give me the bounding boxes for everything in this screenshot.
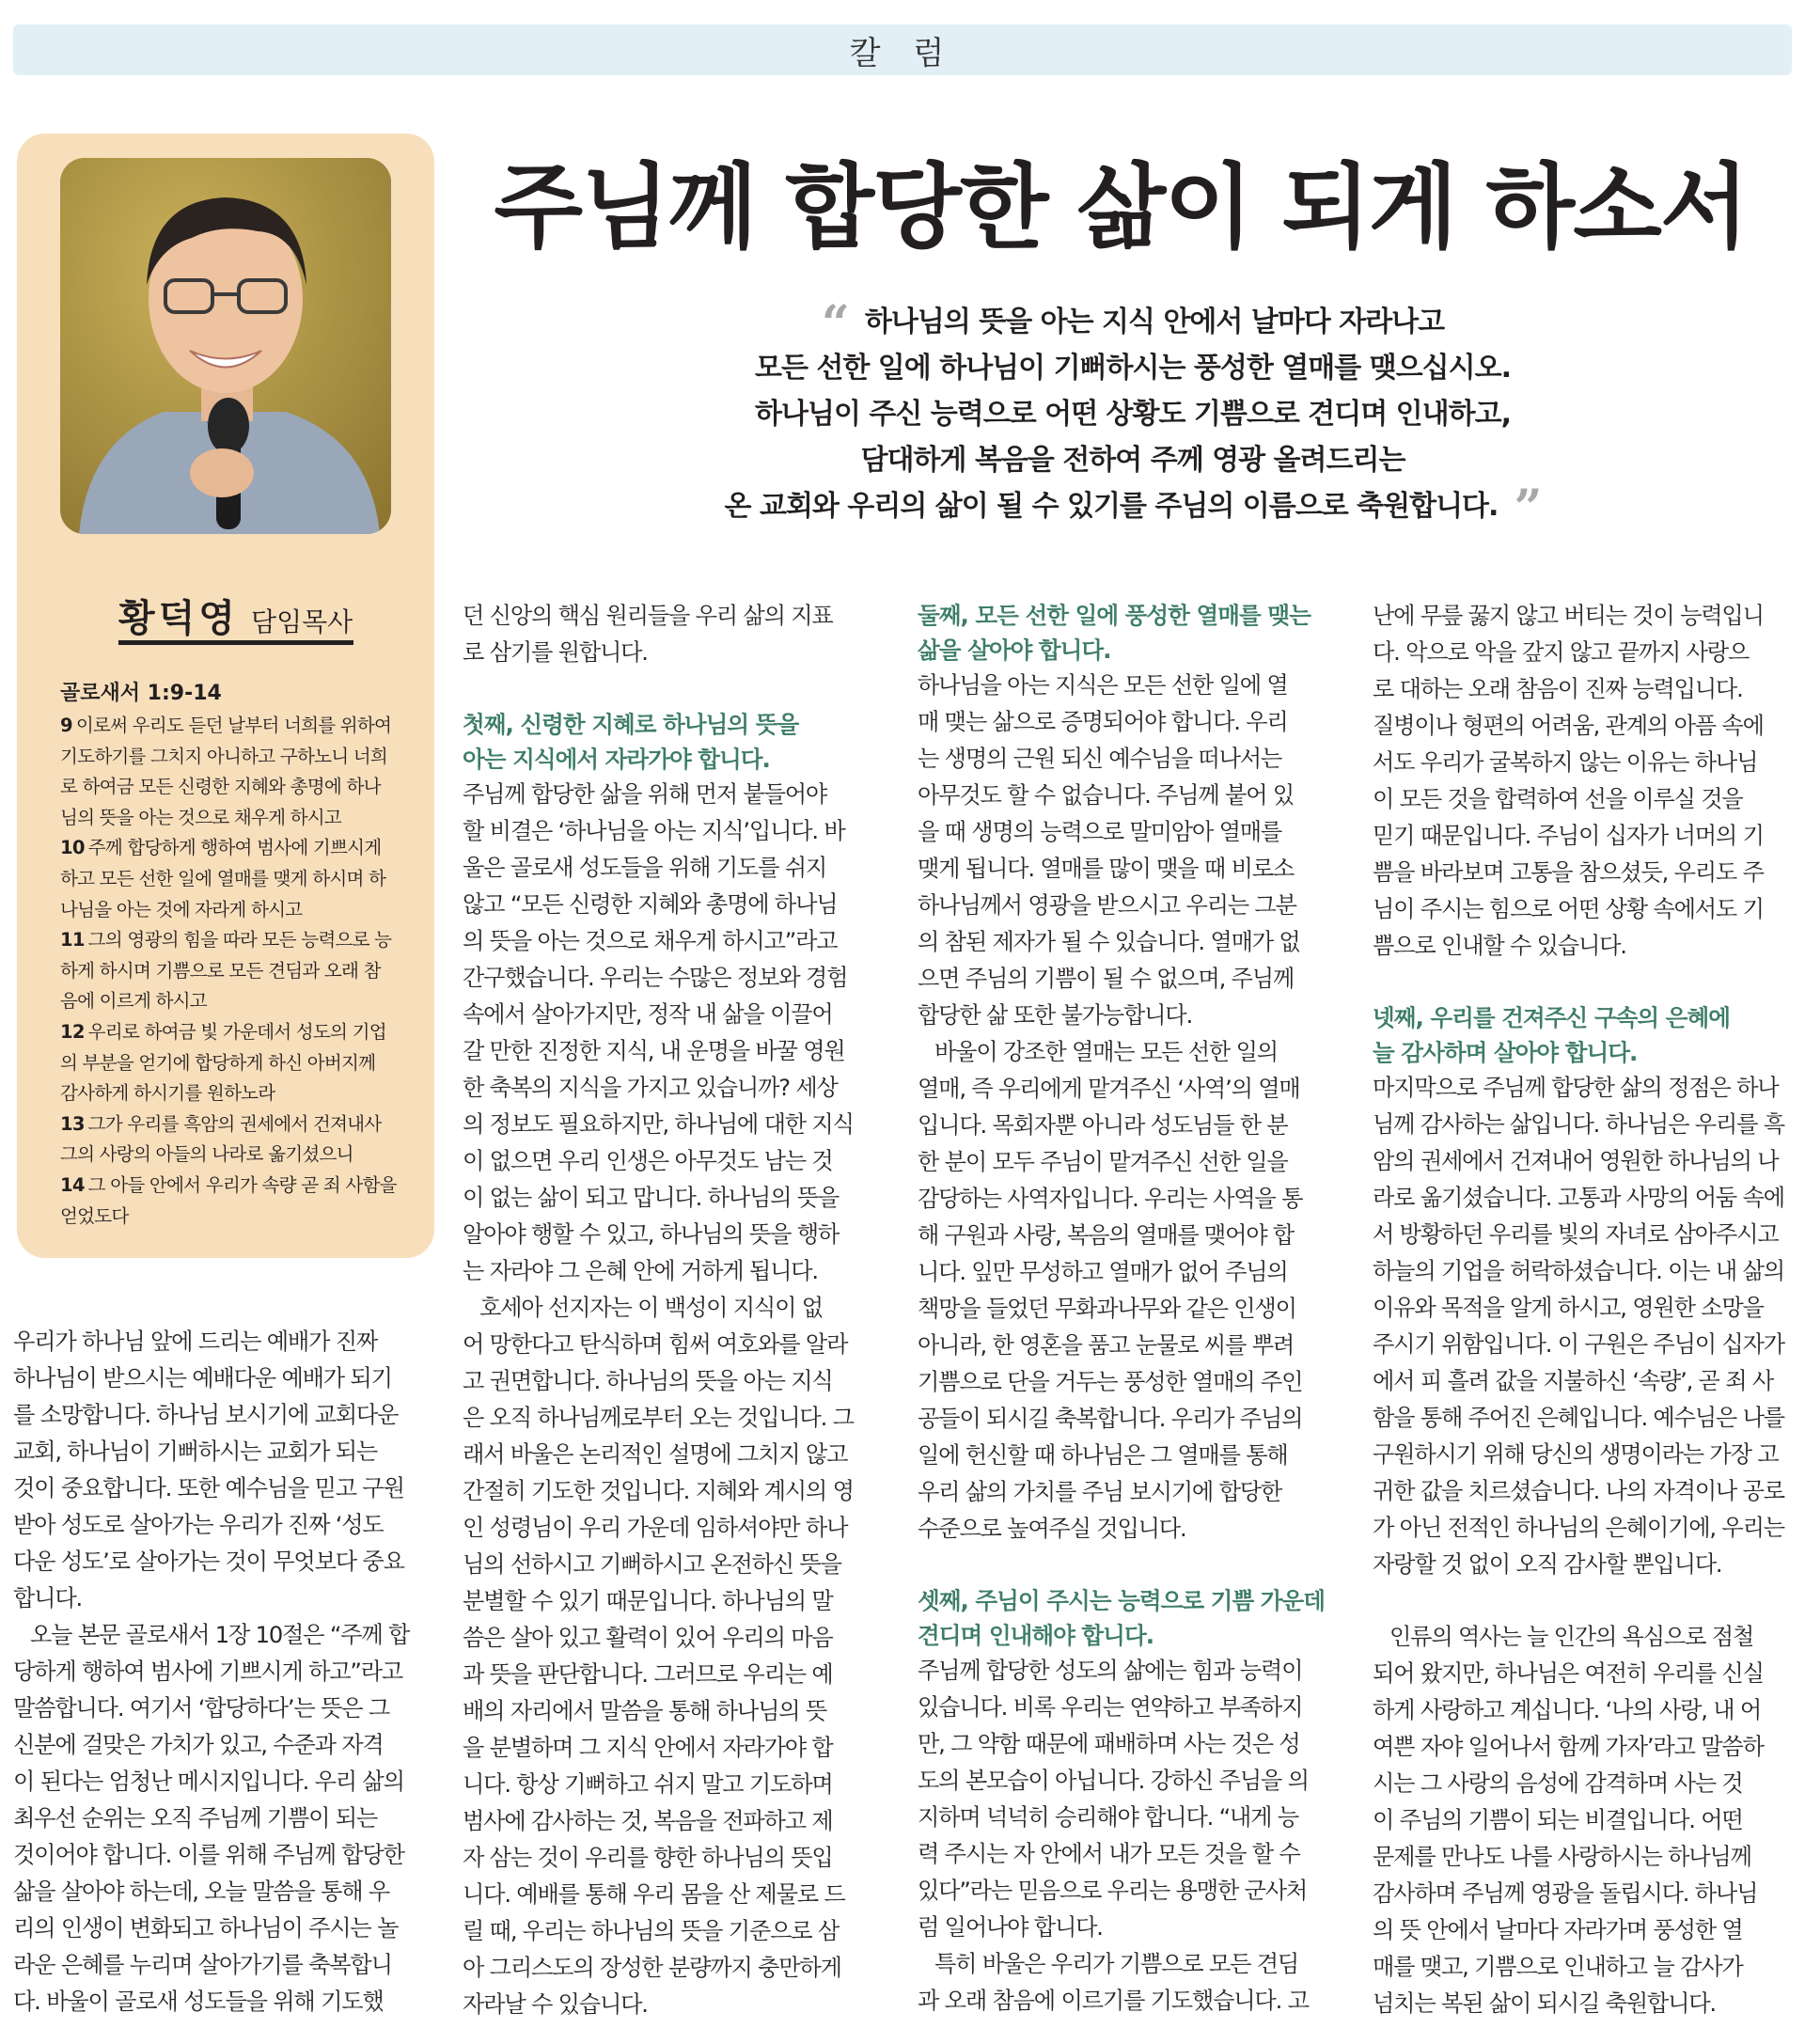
text-line: 서도 우리가 굴복하지 않는 이유는 하나님 [1373,749,1758,776]
text-line: 신분에 걸맞은 가치가 있고, 수준과 자격 [13,1732,384,1758]
text-line: 한 분이 모두 주님이 맡겨주신 선한 일을 [918,1149,1288,1175]
text-line: 최우선 순위는 오직 주님께 기쁨이 되는 [13,1805,378,1832]
text-line: 삶을 살아야 하는데, 오늘 말씀을 통해 우 [13,1879,390,1905]
author-title: 담임목사 [251,606,353,637]
text-line: 감당하는 사역자입니다. 우리는 사역을 통 [918,1186,1303,1212]
paragraph [1373,1619,1792,2022]
paragraph [463,777,884,1290]
subheading-line: 아는 지식에서 자라가야 합니다. [463,746,770,773]
text-line: 다운 성도’로 살아가는 것이 무엇보다 중요 [13,1549,404,1575]
spacer [918,1548,1335,1583]
text-line: 으면 주님의 기쁨이 될 수 없으며, 주님께 [918,966,1295,992]
text-line: 매 맺는 삶으로 증명되어야 합니다. 우리 [918,709,1288,735]
pull-quote [489,295,1777,537]
verse-number: 14 [60,1173,85,1196]
text-line: 이 된다는 엄청난 메시지입니다. 우리 삶의 [13,1769,404,1795]
text-line: 의 참된 제자가 될 수 있습니다. 열매가 없 [918,929,1300,955]
text-line: 님의 선하시고 기뻐하시고 온전하신 뜻을 [463,1551,841,1578]
text-line: 우리 삶의 가치를 주님 보시기에 합당한 [918,1479,1282,1505]
text-line: 이 없으면 우리 인생은 아무것도 남는 것 [463,1148,833,1174]
verse-number: 9 [60,715,72,736]
subheading [918,598,1335,668]
verse-line [60,1017,410,1048]
text-line: 일에 헌신할 때 하나님은 그 열매를 통해 [918,1442,1288,1469]
paragraph [918,1946,1335,2020]
verse-line [60,986,410,1017]
text-line: 고 권면합니다. 하나님의 뜻을 아는 지식 [463,1368,833,1394]
quote-line [489,391,1777,437]
paragraph [13,1324,427,1617]
text-line: 하나님이 받으시는 예배다운 예배가 되기 [13,1365,392,1391]
text-line: 릴 때, 우리는 하나님의 뜻을 기준으로 삼 [463,1918,840,1944]
quote-line [489,480,1777,537]
text-line: 어 망한다고 탄식하며 힘써 여호와를 알라 [463,1331,848,1358]
author-profile-box [17,134,434,1258]
text-line: 과 뜻을 판단합니다. 그러므로 우리는 예 [463,1661,833,1688]
text-line: 다. 악으로 악을 갚지 않고 끝까지 사랑으 [1373,639,1750,666]
text-line: 씀은 살아 있고 활력이 있어 우리의 마음 [463,1625,833,1651]
verse-text: 나님을 아는 것에 자라게 하시고 [60,898,303,920]
text-line: 라로 옮기셨습니다. 고통과 사망의 어둠 속에 [1373,1185,1784,1211]
subheading-line: 견디며 인내해야 합니다. [918,1622,1154,1649]
text-line: 님이 주시는 힘으로 어떤 상황 속에서도 기 [1373,896,1764,922]
text-line: 암의 권세에서 건져내어 영원한 하나님의 나 [1373,1148,1779,1174]
text-line: 오늘 본문 골로새서 1장 10절은 “주께 합 [30,1622,410,1648]
text-line: 님께 감사하는 삶입니다. 하나님은 우리를 흑 [1373,1111,1784,1138]
text-line: 귀한 값을 치르셨습니다. 나의 자격이나 공로 [1373,1478,1784,1504]
text-line: 하늘의 기업을 허락하셨습니다. 이는 내 삶의 [1373,1258,1784,1284]
text-line: 이 주님의 기쁨이 되는 비결입니다. 어떤 [1373,1807,1743,1833]
verse-number: 10 [60,837,85,859]
text-line: 수준으로 높여주실 것입니다. [918,1516,1186,1542]
quote-text: 모든 선한 일에 하나님이 기뻐하시는 풍성한 열매를 맺으십시오. [755,352,1511,385]
text-line: 하게 사랑하고 계십니다. ‘나의 사랑, 내 어 [1373,1697,1762,1723]
quote-line [489,295,1777,353]
text-line: 알아야 행할 수 있고, 하나님의 뜻을 행하 [463,1221,840,1248]
spacer [1373,965,1792,1000]
text-line: 범사에 감사하는 것, 복음을 전파하고 제 [463,1808,833,1834]
spacer [463,671,884,707]
text-line: 입니다. 목회자뿐 아니라 성도님들 한 분 [918,1112,1288,1139]
text-line: 믿기 때문입니다. 주님이 십자가 너머의 기 [1373,823,1764,849]
text-line: 이유와 목적을 알게 하시고, 영원한 소망을 [1373,1295,1764,1321]
text-line: 의 뜻을 아는 것으로 채우게 하시고”라고 [463,928,838,954]
subheading [463,707,884,777]
scripture-reference: 골로새서 1:9-14 [60,682,222,705]
text-line: 도의 본모습이 아닙니다. 강하신 주님을 의 [918,1768,1309,1794]
text-line: 인류의 역사는 늘 인간의 욕심으로 점철 [1389,1624,1754,1650]
text-line: 는 자라야 그 은혜 안에 거하게 됩니다. [463,1258,818,1284]
paragraph [1373,1070,1792,1583]
text-line: 마지막으로 주님께 합당한 삶의 정점은 하나 [1373,1075,1779,1101]
text-line: 럼 일어나야 합니다. [918,1914,1103,1941]
quote-line [489,437,1777,483]
verse-line [60,803,410,834]
verse-text: 하게 하시며 기쁨으로 모든 견딤과 오래 참 [60,959,381,982]
text-line: 니다. 잎만 무성하고 열매가 없어 주님의 [918,1259,1288,1285]
text-line: 있다”라는 믿음으로 우리는 용맹한 군사처 [918,1878,1308,1904]
text-line: 문제를 만나도 나를 사랑하시는 하나님께 [1373,1844,1751,1870]
text-line: 로 대하는 오래 참음이 진짜 능력입니다. [1373,676,1743,702]
text-line: 구원하시기 위해 당신의 생명이라는 가장 고 [1373,1441,1779,1468]
text-line: 되어 왔지만, 하나님은 여전히 우리를 신실 [1373,1660,1764,1687]
text-line: 것이어야 합니다. 이를 위해 주님께 합당한 [13,1842,404,1868]
quote-text: 담대하게 복음을 전하여 주께 영광 올려드리는 [860,444,1405,477]
quote-text: 하나님이 주신 능력으로 어떤 상황도 기쁨으로 견디며 인내하고, [755,398,1511,431]
section-label: 칼 럼 [13,24,1792,75]
text-line: 만, 그 약함 때문에 패배하며 사는 것은 성 [918,1731,1300,1757]
subheading [1373,1000,1792,1070]
text-line: 주님께 합당한 삶을 위해 먼저 붙들어야 [463,781,827,808]
quote-text: 하나님의 뜻을 아는 지식 안에서 날마다 자라나고 [864,306,1445,338]
verse-text: 로 하여금 모든 신령한 지혜와 총명에 하나 [60,776,381,798]
subheading-line: 둘째, 모든 선한 일에 풍성한 열매를 맺는 [918,602,1311,629]
text-line: 질병이나 형편의 어려움, 관계의 아픔 속에 [1373,713,1764,739]
text-line: 책망을 들었던 무화과나무와 같은 인생이 [918,1296,1296,1322]
verse-line [60,925,410,956]
text-line: 해 구원과 사랑, 복음의 열매를 맺어야 합 [918,1222,1295,1249]
text-line: 다. 바울이 골로새 성도들을 위해 기도했 [13,1989,384,2015]
text-line: 던 신앙의 핵심 원리들을 우리 삶의 지표 [463,603,833,629]
text-line: 이 모든 것을 합력하여 선을 이루실 것을 [1373,786,1743,812]
text-line: 시는 그 사랑의 음성에 감격하며 사는 것 [1373,1770,1743,1797]
verse-text: 우리로 하여금 빛 가운데서 성도의 기업 [87,1020,386,1043]
text-line: 자라날 수 있습니다. [463,1991,648,2018]
text-line: 이 없는 삶이 되고 맙니다. 하나님의 뜻을 [463,1185,840,1211]
author-photo [60,158,391,534]
quote-line [489,345,1777,391]
verse-text: 주께 합당하게 행하여 범사에 기쁘시게 [87,837,382,859]
paragraph [918,668,1335,1034]
subheading-line: 첫째, 신령한 지혜로 하나님의 뜻을 [463,711,799,738]
text-line: 주시기 위함입니다. 이 구원은 주님이 십자가 [1373,1331,1784,1358]
text-line: 은 오직 하나님께로부터 오는 것입니다. 그 [463,1405,854,1431]
text-line: 아니라, 한 영혼을 품고 눈물로 씨를 뿌려 [918,1332,1295,1359]
text-line: 는 생명의 근원 되신 예수님을 떠나서는 [918,746,1282,772]
text-line: 열매, 즉 우리에게 맡겨주신 ‘사역’의 열매 [918,1076,1300,1102]
text-line: 리의 인생이 변화되고 하나님이 주시는 놀 [13,1915,399,1942]
text-line: 과 오래 참음에 이르기를 기도했습니다. 고 [918,1988,1309,2014]
text-line: 인 성령님이 우리 가운데 임하셔야만 하나 [463,1515,848,1541]
paragraph [13,1617,427,2020]
verse-text: 의 부분을 얻기에 합당하게 하신 아버지께 [60,1051,376,1074]
text-line: 바울이 강조한 열매는 모든 선한 일의 [934,1039,1278,1065]
verse-line [60,956,410,987]
quote-text: 온 교회와 우리의 삶이 될 수 있기를 주님의 이름으로 축원합니다. [724,490,1499,523]
verse-line [60,1140,410,1171]
text-line: 를 소망합니다. 하나님 보시기에 교회다운 [13,1402,399,1428]
text-line: 넘치는 복된 삶이 되시길 축원합니다. [1373,1990,1716,2017]
text-line: 아무것도 할 수 없습니다. 주님께 붙어 있 [918,782,1295,809]
body-column-4 [1373,598,1792,2022]
verse-text: 얻었도다 [60,1204,129,1227]
close-quote-icon: ” [1498,480,1542,537]
verse-line [60,1171,410,1202]
text-line: 에서 피 흘려 값을 지불하신 ‘속량’, 곧 죄 사 [1373,1368,1774,1394]
verse-text: 그가 우리를 흑암의 권세에서 건져내사 [87,1112,382,1135]
text-line: 자 삼는 것이 우리를 향한 하나님의 뜻입 [463,1845,833,1871]
text-line: 간구했습니다. 우리는 수많은 정보와 경험 [463,965,848,991]
verse-number: 13 [60,1112,85,1135]
text-line: 있습니다. 비록 우리는 연약하고 부족하지 [918,1694,1303,1721]
text-line: 의 정보도 필요하지만, 하나님에 대한 지식 [463,1111,854,1138]
text-line: 한 축복의 지식을 가지고 있습니까? 세상 [463,1075,838,1101]
verse-text: 이로써 우리도 듣던 날부터 너희를 위하여 [75,715,392,736]
text-line: 난에 무릎 꿇지 않고 버티는 것이 능력입니 [1373,603,1764,629]
text-line: 니다. 항상 기뻐하고 쉬지 말고 기도하며 [463,1771,833,1798]
headline: 주님께 합당한 삶이 되게 하소서 [494,154,1748,261]
text-line: 라운 은혜를 누리며 살아가기를 축복합니 [13,1952,392,1978]
text-line: 합당한 삶 또한 불가능합니다. [918,1002,1192,1029]
paragraph [463,598,884,671]
subheading [918,1583,1335,1653]
verse-number: 11 [60,929,85,951]
text-line: 특히 바울은 우리가 기쁨으로 모든 견딤 [934,1951,1299,1977]
text-line: 력 주시는 자 안에서 내가 모든 것을 할 수 [918,1841,1300,1867]
subheading-line: 넷째, 우리를 건져주신 구속의 은혜에 [1373,1004,1730,1031]
text-line: 할 비결은 ‘하나님을 아는 지식’입니다. 바 [463,818,845,844]
spacer [1373,1583,1792,1619]
text-line: 갈 만한 진정한 지식, 내 운명을 바꿀 영원 [463,1038,845,1064]
body-column-3 [918,598,1335,2020]
text-line: 분별할 수 있기 때문입니다. 하나님의 말 [463,1588,833,1614]
paragraph [1373,598,1792,965]
text-line: 받아 성도로 살아가는 우리가 진짜 ‘성도 [13,1512,384,1538]
verse-text: 그 아들 안에서 우리가 속량 곧 죄 사함을 [87,1173,397,1196]
verse-line [60,772,410,803]
verse-line [60,1109,410,1140]
text-line: 주님께 합당한 성도의 삶에는 힘과 능력이 [918,1658,1303,1684]
text-line: 교회, 하나님이 기뻐하시는 교회가 되는 [13,1439,378,1465]
text-line: 쁨을 바라보며 고통을 참으셨듯, 우리도 주 [1373,859,1764,886]
scripture-verses [60,711,410,1232]
text-line: 감사하며 주님께 영광을 돌립시다. 하나님 [1373,1880,1758,1907]
subheading-line: 늘 감사하며 살아야 합니다. [1373,1039,1638,1066]
author-name: 황덕영 [118,597,239,640]
text-line: 을 분별하며 그 지식 안에서 자라가야 합 [463,1735,833,1761]
text-line: 말씀합니다. 여기서 ‘합당하다’는 뜻은 그 [13,1695,390,1722]
verse-line [60,1202,410,1233]
text-line: 쁨으로 인내할 수 있습니다. [1373,933,1626,959]
text-line: 속에서 살아가지만, 정작 내 삶을 이끌어 [463,1001,833,1028]
text-line: 배의 자리에서 말씀을 통해 하나님의 뜻 [463,1698,827,1724]
text-line: 호세아 선지자는 이 백성이 지식이 없 [479,1295,823,1321]
text-line: 니다. 예배를 통해 우리 몸을 산 제물로 드 [463,1881,845,1908]
body-column-2 [463,598,884,2023]
text-line: 래서 바울은 논리적인 설명에 그치지 않고 [463,1441,848,1468]
text-line: 울은 골로새 성도들을 위해 기도를 쉬지 [463,855,827,881]
verse-line [60,833,410,864]
paragraph [918,1034,1335,1548]
verse-text: 그의 영광의 힘을 따라 모든 능력으로 능 [87,929,392,951]
text-line: 로 삼기를 원합니다. [463,639,648,666]
text-line: 합니다. [13,1585,82,1612]
text-line: 당하게 행하여 범사에 기쁘시게 하고”라고 [13,1659,403,1685]
paragraph [463,1290,884,2023]
verse-text: 음에 이르게 하시고 [60,990,207,1013]
text-line: 을 때 생명의 능력으로 말미암아 열매를 [918,819,1282,845]
text-line: 기쁨으로 단을 거두는 풍성한 열매의 주인 [918,1369,1303,1395]
text-line: 여쁜 자야 일어나서 함께 가자’라고 말씀하 [1373,1734,1764,1760]
verse-line [60,742,410,773]
paragraph [918,1653,1335,1946]
verse-text: 님의 뜻을 아는 것으로 채우게 하시고 [60,806,342,828]
open-quote-icon: “ [821,295,865,353]
verse-text: 하고 모든 선한 일에 열매를 맺게 하시며 하 [60,867,386,889]
verse-line [60,864,410,895]
text-line: 함을 통해 주어진 은혜입니다. 예수님은 나를 [1373,1405,1784,1431]
text-line: 지하며 넉넉히 승리해야 합니다. “내게 능 [918,1804,1298,1831]
text-line: 서 방황하던 우리를 빛의 자녀로 삼아주시고 [1373,1221,1779,1248]
verse-text: 그의 사랑의 아들의 나라로 옮기셨으니 [60,1143,353,1166]
verse-text: 감사하게 하시기를 원하노라 [60,1082,275,1105]
text-line: 가 아닌 전적인 하나님의 은혜이기에, 우리는 [1373,1515,1784,1541]
text-line: 않고 “모든 신령한 지혜와 총명에 하나님 [463,891,838,918]
text-line: 것이 중요합니다. 또한 예수님을 믿고 구원 [13,1475,404,1502]
subheading-line: 셋째, 주님이 주시는 능력으로 기쁨 가운데 [918,1587,1326,1614]
text-line: 맺게 됩니다. 열매를 많이 맺을 때 비로소 [918,856,1295,882]
text-line: 우리가 하나님 앞에 드리는 예배가 진짜 [13,1329,378,1355]
text-line: 아 그리스도의 장성한 분량까지 충만하게 [463,1955,841,1981]
text-line: 하나님을 아는 지식은 모든 선한 일에 열 [918,672,1288,699]
verse-line [60,711,410,742]
subheading-line: 삶을 살아야 합니다. [918,637,1111,664]
text-line: 간절히 기도한 것입니다. 지혜와 계시의 영 [463,1478,854,1504]
verse-number: 12 [60,1020,85,1043]
text-line: 의 뜻 안에서 날마다 자라가며 풍성한 열 [1373,1917,1743,1943]
text-line: 자랑할 것 없이 오직 감사할 뿐입니다. [1373,1551,1722,1578]
body-column-1 [13,1324,427,2020]
text-line: 매를 맺고, 기쁨으로 인내하고 늘 감사가 [1373,1954,1743,1980]
text-line: 하나님께서 영광을 받으시고 우리는 그분 [918,892,1296,919]
text-line: 공들이 되시길 축복합니다. 우리가 주님의 [918,1406,1303,1432]
verse-line [60,1078,410,1109]
author-name-row [118,589,353,645]
verse-line [60,1048,410,1079]
verse-text: 기도하기를 그치지 아니하고 구하노니 너희 [60,745,388,767]
verse-line [60,895,410,926]
